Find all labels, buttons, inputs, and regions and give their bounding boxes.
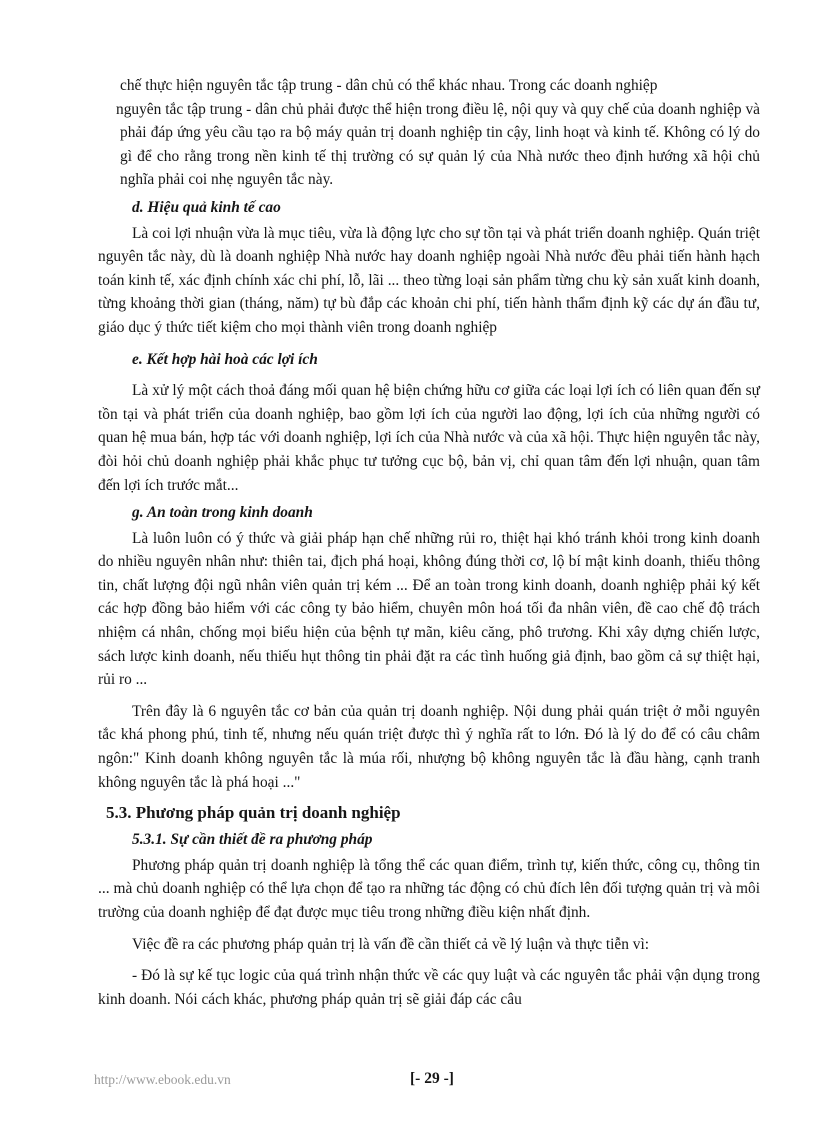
footer-url: http://www.ebook.edu.vn — [94, 1072, 231, 1087]
intro-paragraph-rest: nguyên tắc tập trung - dân chủ phải được thể hiện trong điều lệ, nội quy và quy chế của doanh nghiệp và phải đáp ứng yêu cầu tạo ra bộ máy quản trị doanh nghiệp tin cậy, linh hoạt và kinh tế. Không có lý do gì để cho rằng trong nền kinh tế thị trường có sự quản lý của Nhà nước theo định hướng xã hội chủ nghĩa phải coi nhẹ nguyên tắc này. — [116, 100, 760, 189]
page-number: [- 29 -] — [410, 1070, 454, 1087]
intro-paragraph-line1: chế thực hiện nguyên tắc tập trung - dân chủ có thể khác nhau. Trong các doanh nghiệp — [120, 77, 658, 94]
paragraph-method: Phương pháp quản trị doanh nghiệp là tổng thể các quan điểm, trình tự, kiến thức, công cụ, thông tin ... mà chủ doanh nghiệp có thể lựa chọn để tạo ra những tác động có chủ đích lên đối tượng quản trị và môi trường của doanh nghiệp để đạt được mục tiêu trong những điều kiện nhất định. — [98, 856, 760, 921]
page-content — [98, 74, 760, 1011]
paragraph-reason-1: - Đó là sự kế tục logic của quá trình nhận thức về các quy luật và các nguyên tắc phải vận dụng trong kinh doanh. Nói cách khác, phương pháp quản trị sẽ giải đáp các câu — [98, 967, 760, 1008]
paragraph-g: Là luôn luôn có ý thức và giải pháp hạn chế những rủi ro, thiệt hại khó tránh khỏi trong kinh doanh do nhiều nguyên nhân như: thiên tai, địch phá hoại, không đúng thời cơ, lộ bí mật kinh doanh, thiếu thông tin, chất lượng đội ngũ nhân viên quản trị kém ... Để an toàn trong kinh doanh, doanh nghiệp phải ký kết các hợp đồng bảo hiểm với các công ty bảo hiểm, chuyên môn hoá tối đa nhân viên, đề cao chế độ trách nhiệm cá nhân, chống mọi biểu hiện của bệnh tự mãn, kiêu căng, phô trương. Khi xây dựng chiến lược, sách lược kinh doanh, nếu thiếu hụt thông tin phải đặt ra các tình huống giả định, bao gồm cả sự thiệt hại, rủi ro ... — [98, 529, 760, 689]
paragraph-reason-intro: Việc đề ra các phương pháp quản trị là vấn đề cần thiết cả về lý luận và thực tiễn vì: — [132, 935, 650, 953]
subsection-heading: 5.3.1. Sự cần thiết đề ra phương pháp — [132, 831, 373, 849]
heading-e: e. Kết hợp hài hoà các lợi ích — [132, 350, 318, 368]
section-heading: 5.3. Phương pháp quản trị doanh nghiệp — [106, 803, 401, 823]
paragraph-e: Là xử lý một cách thoả đáng mối quan hệ biện chứng hữu cơ giữa các loại lợi ích có liên quan đến sự tồn tại và phát triển của doanh nghiệp, bao gồm lợi ích của người lao động, lợi ích của những người có quan hệ mua bán, hợp tác với doanh nghiệp, lợi ích của Nhà nước và của xã hội. Thực hiện nguyên tắc này, đòi hỏi chủ doanh nghiệp phải khắc phục tư tưởng cục bộ, bản vị, chỉ quan tâm đến lợi nhuận, quan tâm đến lợi ích trước mắt... — [98, 382, 760, 494]
paragraph-d: Là coi lợi nhuận vừa là mục tiêu, vừa là động lực cho sự tồn tại và phát triển doanh nghiệp. Quán triệt nguyên tắc này, dù là doanh nghiệp Nhà nước hay doanh nghiệp ngoài Nhà nước đều phải tiến hành hạch toán kinh tế, xác định chính xác chi phí, lỗ, lãi ... theo từng loại sản phẩm từng chu kỳ sản xuất kinh doanh, từng khoảng thời gian (tháng, năm) tự bù đắp các khoản chi phí, tiến hành thẩm định kỹ các dự án đầu tư, giáo dục ý thức tiết kiệm cho mọi thành viên trong doanh nghiệp — [98, 224, 760, 336]
paragraph-summary: Trên đây là 6 nguyên tắc cơ bản của quản trị doanh nghiệp. Nội dung phải quán triệt ở mỗi nguyên tắc khá phong phú, tinh tế, nhưng nếu quán triệt được thì ý nghĩa rất to lớn. Đó là lý do để có câu châm ngôn:" Kinh doanh không nguyên tắc là múa rối, nhượng bộ không nguyên tắc là đầu hàng, cạnh tranh không nguyên tắc là phá hoại ..." — [98, 702, 760, 791]
heading-g: g. An toàn trong kinh doanh — [132, 504, 313, 522]
heading-d: d. Hiệu quả kinh tế cao — [132, 198, 281, 216]
